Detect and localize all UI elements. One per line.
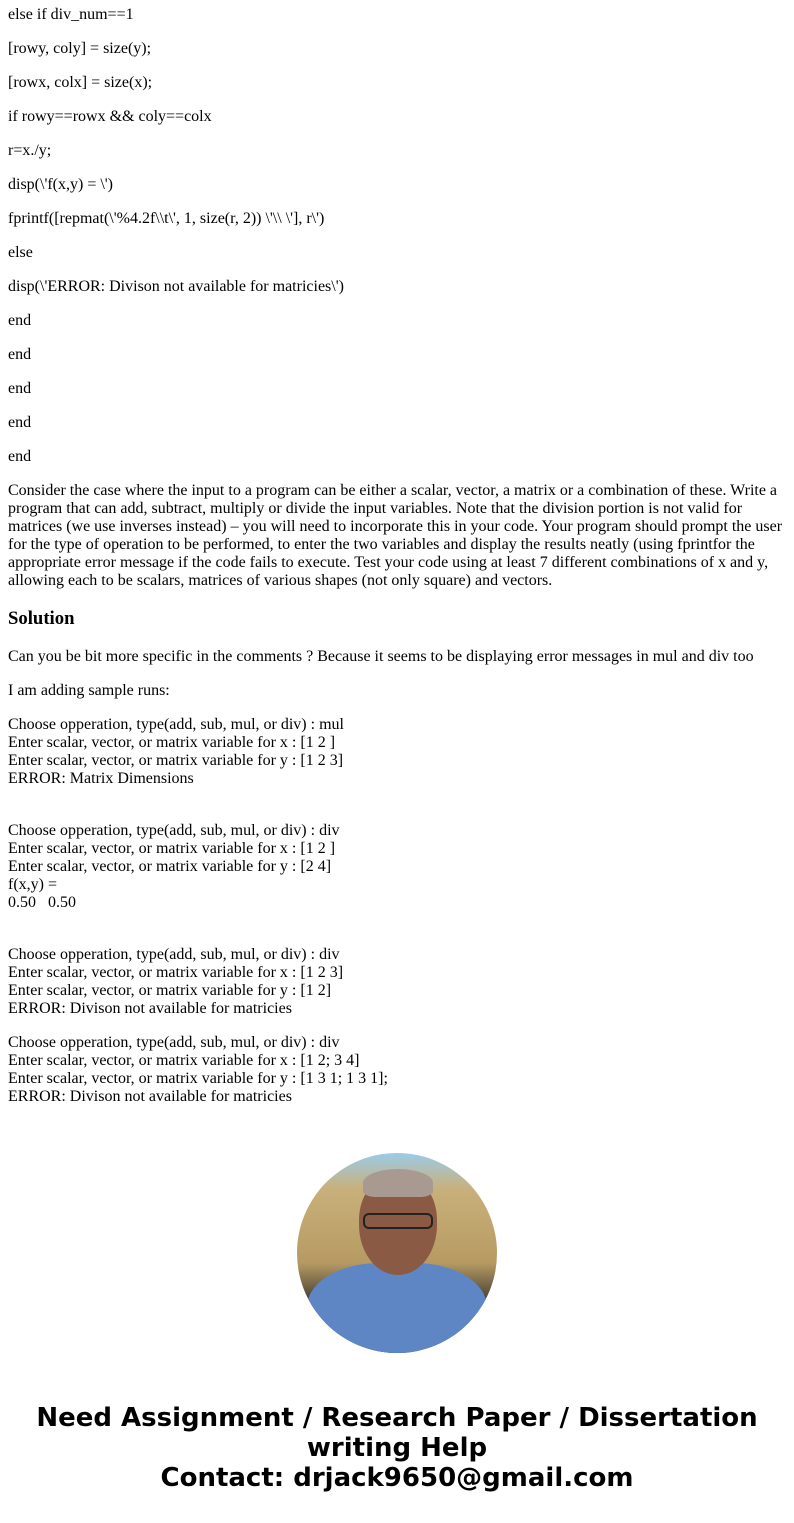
document xyxy=(0,6,794,1106)
code-line: disp(\'f(x,y) = \') xyxy=(8,176,113,193)
code-line: end xyxy=(8,312,32,329)
code-line: [rowx, colx] = size(x); xyxy=(8,74,153,91)
code-line: [rowy, coly] = size(y); xyxy=(8,40,152,57)
sample-run-line: ERROR: Divison not available for matricies xyxy=(8,1088,292,1105)
sample-run-line: Enter scalar, vector, or matrix variable for y : [1 2] xyxy=(8,982,332,999)
solution-paragraph: I am adding sample runs: xyxy=(8,682,170,699)
contact-footer xyxy=(0,1403,794,1521)
code-line: disp(\'ERROR: Divison not available for matricies\') xyxy=(8,278,344,295)
sample-run xyxy=(8,946,786,1018)
solution-body xyxy=(8,648,786,700)
code-line: if rowy==rowx && coly==colx xyxy=(8,108,212,125)
sample-run-line: Enter scalar, vector, or matrix variable for x : [1 2 ] xyxy=(8,840,336,857)
sample-run-line: Enter scalar, vector, or matrix variable for y : [1 3 1; 1 3 1]; xyxy=(8,1070,388,1087)
sample-run-line: ERROR: Divison not available for matricies xyxy=(8,1000,292,1017)
sample-run-line: Enter scalar, vector, or matrix variable for y : [1 2 3] xyxy=(8,752,344,769)
code-line: fprintf([repmat(\'%4.2f\\t\', 1, size(r, 2)) \'\\ \'], r\') xyxy=(8,210,325,227)
sample-run xyxy=(8,822,786,912)
sample-run-line: Enter scalar, vector, or matrix variable for x : [1 2 ] xyxy=(8,734,336,751)
code-line: r=x./y; xyxy=(8,142,52,159)
code-line: end xyxy=(8,414,32,431)
code-listing xyxy=(8,6,786,466)
code-line: end xyxy=(8,448,32,465)
sample-run xyxy=(8,716,786,788)
sample-run-line: Enter scalar, vector, or matrix variable for x : [1 2 3] xyxy=(8,964,344,981)
footer-line-1: Need Assignment / Research Paper / Dissertation xyxy=(36,1403,758,1433)
sample-run-line: f(x,y) = xyxy=(8,876,58,893)
code-line: end xyxy=(8,380,32,397)
solution-heading: Solution xyxy=(8,608,75,629)
question-text: Consider the case where the input to a program can be either a scalar, vector, a matrix or a combination of these. Write a program that can add, subtract, multiply or divide the input variables. Note that the division portion is not valid for matrices (we use inverses instead) – you will need to incorporate this in your code. Your program should prompt the user for the type of operation to be performed, to enter the two variables and display the results neatly (using fprintfor the appropriate error message if the code fails to execute. Test your code using at least 7 different combinations of x and y, allowing each to be scalars, matrices of various shapes (not only square) and vectors. xyxy=(8,482,783,589)
sample-run-line: Choose opperation, type(add, sub, mul, or div) : div xyxy=(8,1034,340,1051)
sample-run-line: Choose opperation, type(add, sub, mul, or div) : div xyxy=(8,822,340,839)
code-line: else if div_num==1 xyxy=(8,6,134,23)
code-line: end xyxy=(8,346,32,363)
sample-run-line: Enter scalar, vector, or matrix variable for x : [1 2; 3 4] xyxy=(8,1052,360,1069)
sample-runs xyxy=(8,716,786,1106)
sample-run-line: Choose opperation, type(add, sub, mul, or div) : div xyxy=(8,946,340,963)
footer-line-3: Contact: drjack9650@gmail.com xyxy=(160,1463,634,1493)
footer-line-2: writing Help xyxy=(306,1433,488,1463)
solution-paragraph: Can you be bit more specific in the comments ? Because it seems to be displaying error messages in mul and div too xyxy=(8,648,754,665)
sample-run xyxy=(8,1034,786,1106)
sample-run-line: ERROR: Matrix Dimensions xyxy=(8,770,194,787)
author-photo xyxy=(297,1153,497,1353)
sample-run-line: Enter scalar, vector, or matrix variable for y : [2 4] xyxy=(8,858,332,875)
sample-run-line: 0.50 0.50 xyxy=(8,894,76,911)
sample-run-line: Choose opperation, type(add, sub, mul, or div) : mul xyxy=(8,716,344,733)
code-line: else xyxy=(8,244,33,261)
